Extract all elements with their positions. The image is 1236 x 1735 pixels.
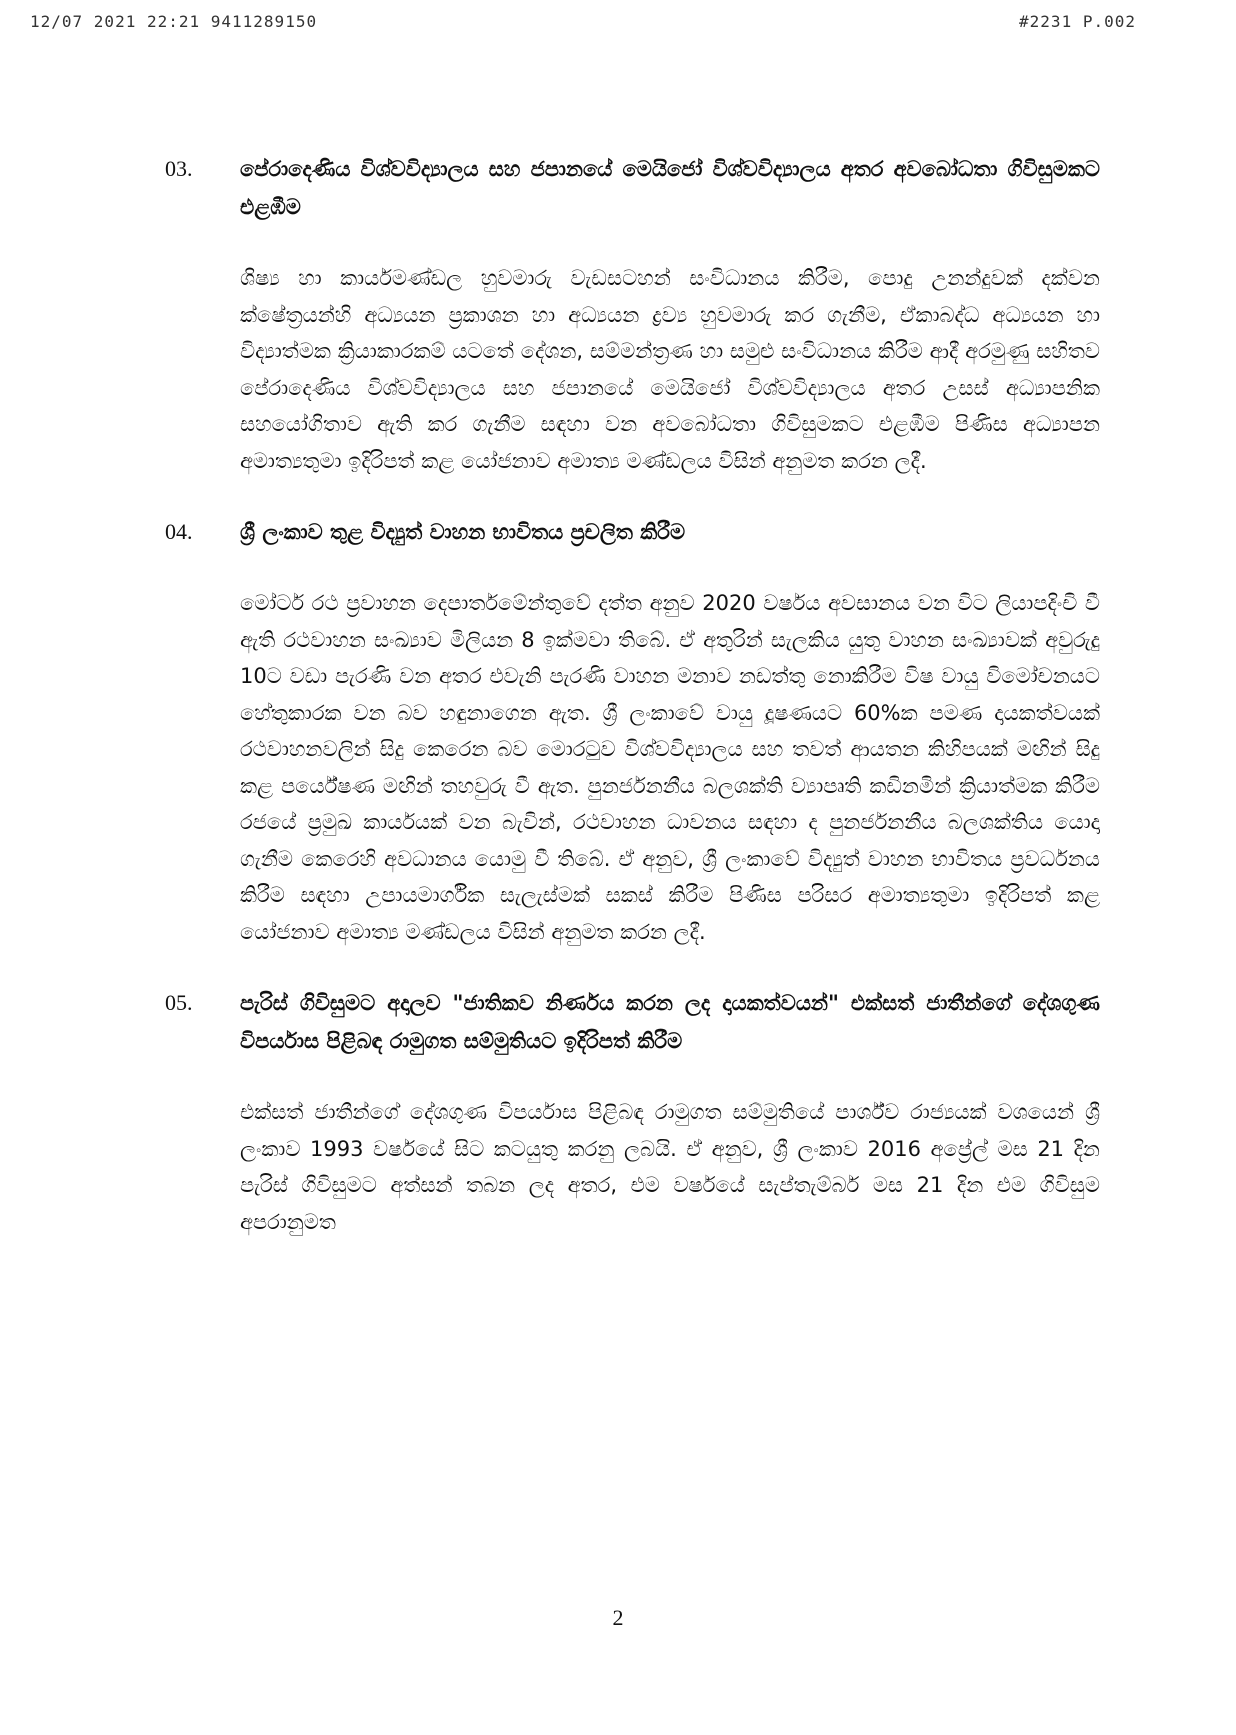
section-title: පේරාදෙණිය විශ්වවිද්‍යාලය සහ ජපානයේ මෙයිජෝ විශ්වවිද්‍යාලය අතර අවබෝධතා ගිවිසුමකට එළඹීම [240, 157, 1100, 219]
section-title: ශ්‍රී ලංකාව තුළ විද්‍යුත් වාහන භාවිතය ප්‍රචලිත කිරීම [240, 520, 686, 544]
section-number: 03. [165, 156, 193, 181]
section-number: 05. [165, 990, 193, 1015]
section-heading [165, 150, 1100, 226]
section-heading [165, 513, 1100, 551]
section-heading [165, 984, 1100, 1060]
fax-header-left: 12/07 2021 22:21 9411289150 [30, 12, 318, 31]
section-body: ශිෂ්‍ය හා කාර්යමණ්ඩල හුවමාරු වැඩසටහන් සංවිධානය කිරීම, පොදු උනන්දුවක් දක්වන ක්ෂේත්‍රයන්හි අධ්‍යයන ප්‍රකාශන හා අධ්‍යයන ද්‍රව්‍ය හුවමාරු කර ගැනීම, ඒකාබද්ධ අධ්‍යයන හා විද්‍යාත්මක ක්‍රියාකාරකම් යටතේ දේශන, සම්මන්ත්‍රණ හා සමුළු සංවිධානය කිරීම ආදී අරමුණු සහිතව පේරාදෙණිය විශ්වවිද්‍යාලය සහ ජපානයේ මෙයිජෝ විශ්වවිද්‍යාලය අතර උසස් අධ්‍යාපනික සහයෝගිතාව ඇති කර ගැනීම සඳහා වන අවබෝධතා ගිවිසුමකට එළඹීම පිණිස අධ්‍යාපන අමාත්‍යතුමා ඉදිරිපත් කළ යෝජනාව අමාත්‍ය මණ්ඩලය විසින් අනුමත කරන ලදී. [240, 266, 1100, 473]
section-03 [165, 150, 1100, 479]
page-number: 2 [612, 1605, 624, 1630]
section-04 [165, 513, 1100, 950]
section-body: මෝටර් රථ ප්‍රවාහන දෙපාර්තමේන්තුවේ දත්ත අනුව 2020 වර්ෂය අවසානය වන විට ලියාපදිංචි වී ඇති රථවාහන සංඛ්‍යාව මිලියන 8 ඉක්මවා තිබේ. ඒ අතුරින් සැලකිය යුතු වාහන සංඛ්‍යාවක් අවුරුදු 10ට වඩා පැරණි වන අතර එවැනි පැරණි වාහන මනාව නඩත්තු නොකිරීම විෂ වායු විමෝචනයට හේතුකාරක වන බව හඳුනාගෙන ඇත. ශ්‍රී ලංකාවේ වායු දූෂණයට 60%ක පමණ දායකත්වයක් රථවාහනවලින් සිදු කෙරෙන බව මොරටුව විශ්වවිද්‍යාලය සහ තවත් ආයතන කිහිපයක් මඟින් සිදු කළ පර්යේෂණ මඟින් තහවුරු වී ඇත. පුනර්ජනනීය බලශක්ති ව්‍යාපෘති කඩිනමින් ක්‍රියාත්මක කිරීම රජයේ ප්‍රමුඛ කාර්යයක් වන බැවින්, රථවාහන ධාවනය සඳහා ද පුනර්ජනනීය බලශක්තිය යොදා ගැනීම කෙරෙහි අවධානය යොමු වී තිබේ. ඒ අනුව, ශ්‍රී ලංකාවේ විද්‍යුත් වාහන භාවිතය ප්‍රවර්ධනය කිරීම සඳහා උපායමාර්ගික සැලැස්මක් සකස් කිරීම පිණිස පරිසර අමාත්‍යතුමා ඉදිරිපත් කළ යෝජනාව අමාත්‍ය මණ්ඩලය විසින් අනුමත කරන ලදී. [240, 591, 1100, 944]
fax-header-right: #2231 P.002 [1019, 12, 1136, 31]
document-page [165, 150, 1100, 1274]
fax-header [30, 12, 1136, 36]
section-body: එක්සත් ජාතීන්ගේ දේශගුණ විපර්යාස පිළිබඳ රාමුගත සම්මුතියේ පාර්ශ්ව රාජ්‍යයක් වශයෙන් ශ්‍රී ලංකාව 1993 වර්ෂයේ සිට කටයුතු කරනු ලබයි. ඒ අනුව, ශ්‍රී ලංකාව 2016 අප්‍රේල් මස 21 දින පැරිස් ගිවිසුමට අත්සන් තබන ලද අතර, එම වර්ෂයේ සැප්තැම්බර් මස 21 දින එම ගිවිසුම අපරානුමත [240, 1100, 1100, 1234]
section-05 [165, 984, 1100, 1240]
section-number: 04. [165, 519, 193, 544]
section-title: පැරිස් ගිවිසුමට අදාලව "ජාතිකව නිර්ණය කරන ලද දායකත්වයන්" එක්සත් ජාතීන්ගේ දේශගුණ විපර්යාස පිළිබඳ රාමුගත සම්මුතියට ඉදිරිපත් කිරීම [240, 991, 1100, 1053]
